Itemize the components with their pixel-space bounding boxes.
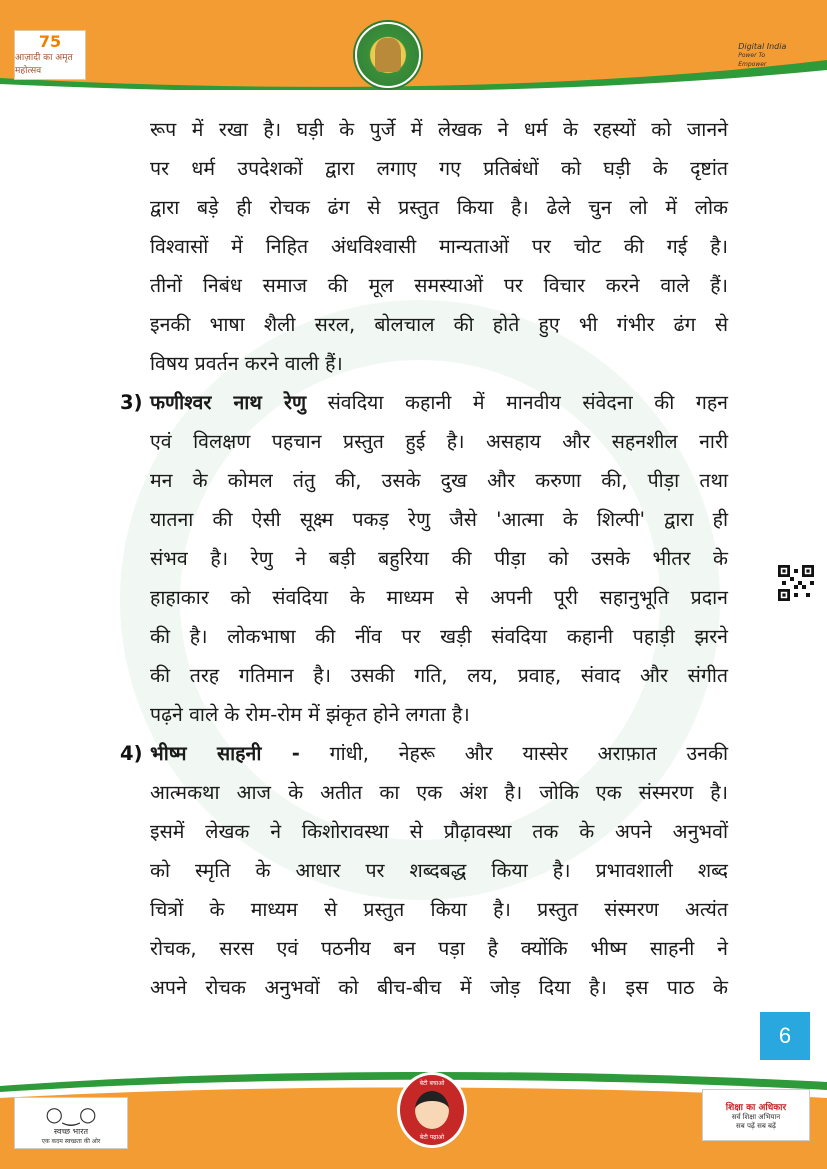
page-number: 6 [760, 1012, 810, 1060]
text-line: रोचक, सरस एवं पठनीय बन पड़ा है क्योंकि भीष्म साहनी ने [150, 937, 728, 960]
item-heading: फणीश्वर नाथ रेणु [150, 391, 307, 414]
text-line: इनकी भाषा शैली सरल, बोलचाल की होते हुए भी गंभीर ढंग से [150, 313, 728, 336]
text-line: रूप में रखा है। घड़ी के पुर्जे में लेखक ने धर्म के रहस्यों को जानने [150, 118, 728, 141]
text-line: चित्रों के माध्यम से प्रस्तुत किया है। प्रस्तुत संस्मरण अत्यंत [150, 898, 728, 921]
text-line: हाहाकार को संवदिया के माध्यम से अपनी पूरी सहानुभूति प्रदान [150, 586, 728, 609]
text-line: पढ़ने वाले के रोम-रोम में झंकृत होने लगता है। [150, 703, 470, 726]
emblem-icon [355, 22, 421, 88]
text-line: विश्वासों में निहित अंधविश्वासी मान्यताओं पर चोट की गई है। [150, 235, 728, 258]
text-line: की है। लोकभाषा की नींव पर खड़ी संवदिया कहानी पहाड़ी झरने [150, 625, 728, 648]
text-line: इसमें लेखक ने किशोरावस्था से प्रौढ़ावस्था तक के अपने अनुभवों [150, 820, 728, 843]
list-number: 3) [120, 391, 143, 414]
text-line: संभव है। रेणु ने बड़ी बहुरिया की पीड़ा को उसके भीतर के [150, 547, 728, 570]
list-item-heading-line: भीष्म साहनी - गांधी, नेहरू और यास्सेर अराफ़ात उनकी [150, 742, 729, 765]
girl-icon [415, 1091, 449, 1129]
list-item-heading-line: फणीश्वर नाथ रेणु संवदिया कहानी में मानवीय संवेदना की गहन [150, 391, 728, 414]
page-header [0, 0, 827, 90]
text-line: को स्मृति के आधार पर शब्दबद्ध किया है। प्रभावशाली शब्द [150, 859, 728, 882]
text-line: विषय प्रवर्तन करने वाली हैं। [150, 352, 343, 375]
page-footer [0, 1068, 827, 1169]
shiksha-ka-adhikar-logo: शिक्षा का अधिकार सर्व शिक्षा अभियान सब पढ़ें सब बढ़ें [702, 1089, 810, 1141]
text-line: की तरह गतिमान है। उसकी गति, लय, प्रवाह, संवाद और संगीत [150, 664, 728, 687]
beti-bachao-beti-padhao-logo: बेटी बचाओ बेटी पढ़ाओ [397, 1072, 467, 1148]
item-heading: भीष्म साहनी - [150, 742, 300, 765]
text-line: पर धर्म उपदेशकों द्वारा लगाए गए प्रतिबंधों को घड़ी के दृष्टांत [150, 157, 728, 180]
digital-india-icon: ◔ [724, 47, 737, 63]
text-line: तीनों निबंध समाज की मूल समस्याओं पर विचार करने वाले हैं। [150, 274, 728, 297]
qr-code-icon[interactable] [778, 564, 814, 602]
azadi-ka-amrit-mahotsav-logo: 75 आज़ादी का अमृत महोत्सव [14, 30, 86, 80]
glasses-icon: ○‿○ [45, 1101, 97, 1126]
text-line: एवं विलक्षण पहचान प्रस्तुत हुई है। असहाय और सहनशील नारी [150, 430, 728, 453]
text-line: अपने रोचक अनुभवों को बीच-बीच में जोड़ दिया है। इस पाठ के [150, 976, 728, 999]
list-number: 4) [120, 742, 143, 765]
digital-india-logo: ◔ Digital India Power To Empower [724, 41, 787, 68]
text-line: यातना की ऐसी सूक्ष्म पकड़ रेणु जैसे 'आत्मा के शिल्पी' द्वारा ही [150, 508, 728, 531]
swachh-bharat-logo: ○‿○ स्वच्छ भारत एक कदम स्वच्छता की ओर [14, 1097, 128, 1149]
text-line: आत्मकथा आज के अतीत का एक अंश है। जोकि एक संस्मरण है। [150, 781, 728, 804]
text-line: द्वारा बड़े ही रोचक ढंग से प्रस्तुत किया है। ढेले चुन लो में लोक [150, 196, 728, 219]
text-line: मन के कोमल तंतु की, उसके दुख और करुणा की, पीड़ा तथा [150, 469, 728, 492]
